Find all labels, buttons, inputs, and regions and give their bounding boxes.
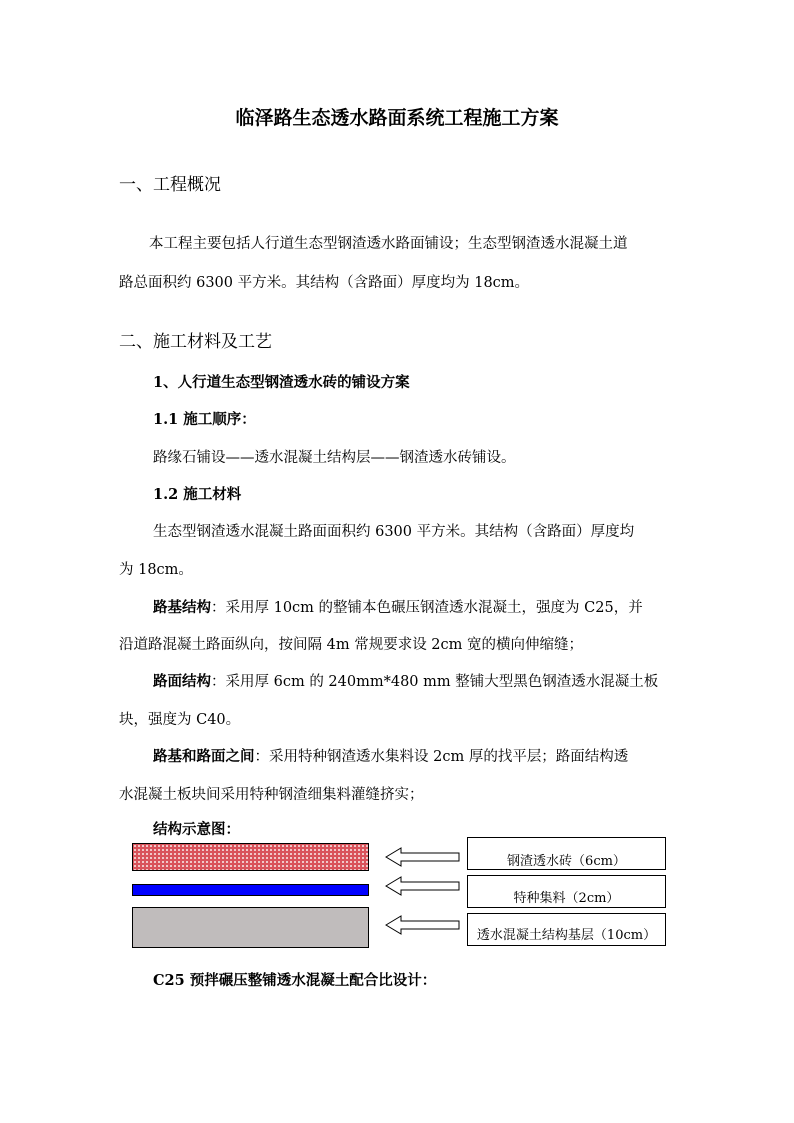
surface-structure-text: ：采用厚 6cm 的 240mm*480 mm 整铺大型黑色钢渣透水混凝土板 xyxy=(211,674,659,690)
diagram-layer-aggregate xyxy=(132,884,369,896)
subheading-sequence: 1.1 施工顺序： xyxy=(153,411,256,428)
material-line1: 生态型钢渣透水混凝土路面面积约 6300 平方米。其结构（含路面）厚度均 xyxy=(153,524,635,540)
diagram-label-base xyxy=(467,913,666,946)
base-structure-label: 路基结构 xyxy=(153,599,211,616)
base-structure-line2: 沿道路混凝土路面纵向，按间隔 4m 常规要求设 2cm 宽的横向伸缩缝； xyxy=(119,637,584,653)
base-structure-line1 xyxy=(153,598,643,618)
overview-para-line1: 本工程主要包括人行道生态型钢渣透水路面铺设；生态型钢渣透水混凝土道 xyxy=(149,236,628,252)
surface-structure-line1 xyxy=(153,672,658,692)
diagram-label-aggregate xyxy=(467,875,666,908)
surface-structure-label: 路面结构 xyxy=(153,673,211,690)
between-text: ：采用特种钢渣透水集料设 2cm 厚的找平层；路面结构透 xyxy=(254,749,629,765)
diagram-label-brick xyxy=(467,837,666,870)
left-arrow-icon xyxy=(386,916,459,934)
diagram-label-brick-text: 钢渣透水砖（6cm） xyxy=(507,854,626,869)
section-heading-overview: 一、工程概况 xyxy=(119,175,221,195)
diagram-label-base-text: 透水混凝土结构基层（10cm） xyxy=(476,928,657,943)
section-heading-materials: 二、施工材料及工艺 xyxy=(119,332,272,352)
mix-design-heading: C25 预拌碾压整铺透水混凝土配合比设计： xyxy=(153,972,437,989)
diagram-layer-brick xyxy=(132,843,369,871)
left-arrow-icon xyxy=(386,877,459,895)
diagram-caption: 结构示意图： xyxy=(153,821,240,838)
page-title: 临泽路生态透水路面系统工程施工方案 xyxy=(235,107,559,129)
subheading-materials: 1.2 施工材料 xyxy=(153,486,242,503)
between-line1 xyxy=(153,747,628,767)
between-line2: 水混凝土板块间采用特种钢渣细集料灌缝挤实； xyxy=(119,787,424,803)
surface-structure-line2: 块，强度为 C40。 xyxy=(119,712,241,728)
base-structure-text: ：采用厚 10cm 的整铺本色碾压钢渣透水混凝土，强度为 C25，并 xyxy=(211,600,643,616)
subheading-sidewalk: 1、人行道生态型钢渣透水砖的铺设方案 xyxy=(153,374,410,391)
sequence-text: 路缘石铺设——透水混凝土结构层——钢渣透水砖铺设。 xyxy=(153,450,516,466)
overview-para-line2: 路总面积约 6300 平方米。其结构（含路面）厚度均为 18cm。 xyxy=(119,275,530,291)
diagram-label-aggregate-text: 特种集料（2cm） xyxy=(513,891,620,906)
between-label: 路基和路面之间 xyxy=(153,748,255,765)
left-arrow-icon xyxy=(386,848,459,866)
diagram-layer-base xyxy=(132,907,369,948)
diagram-arrows xyxy=(385,845,461,945)
material-line2: 为 18cm。 xyxy=(119,562,193,578)
